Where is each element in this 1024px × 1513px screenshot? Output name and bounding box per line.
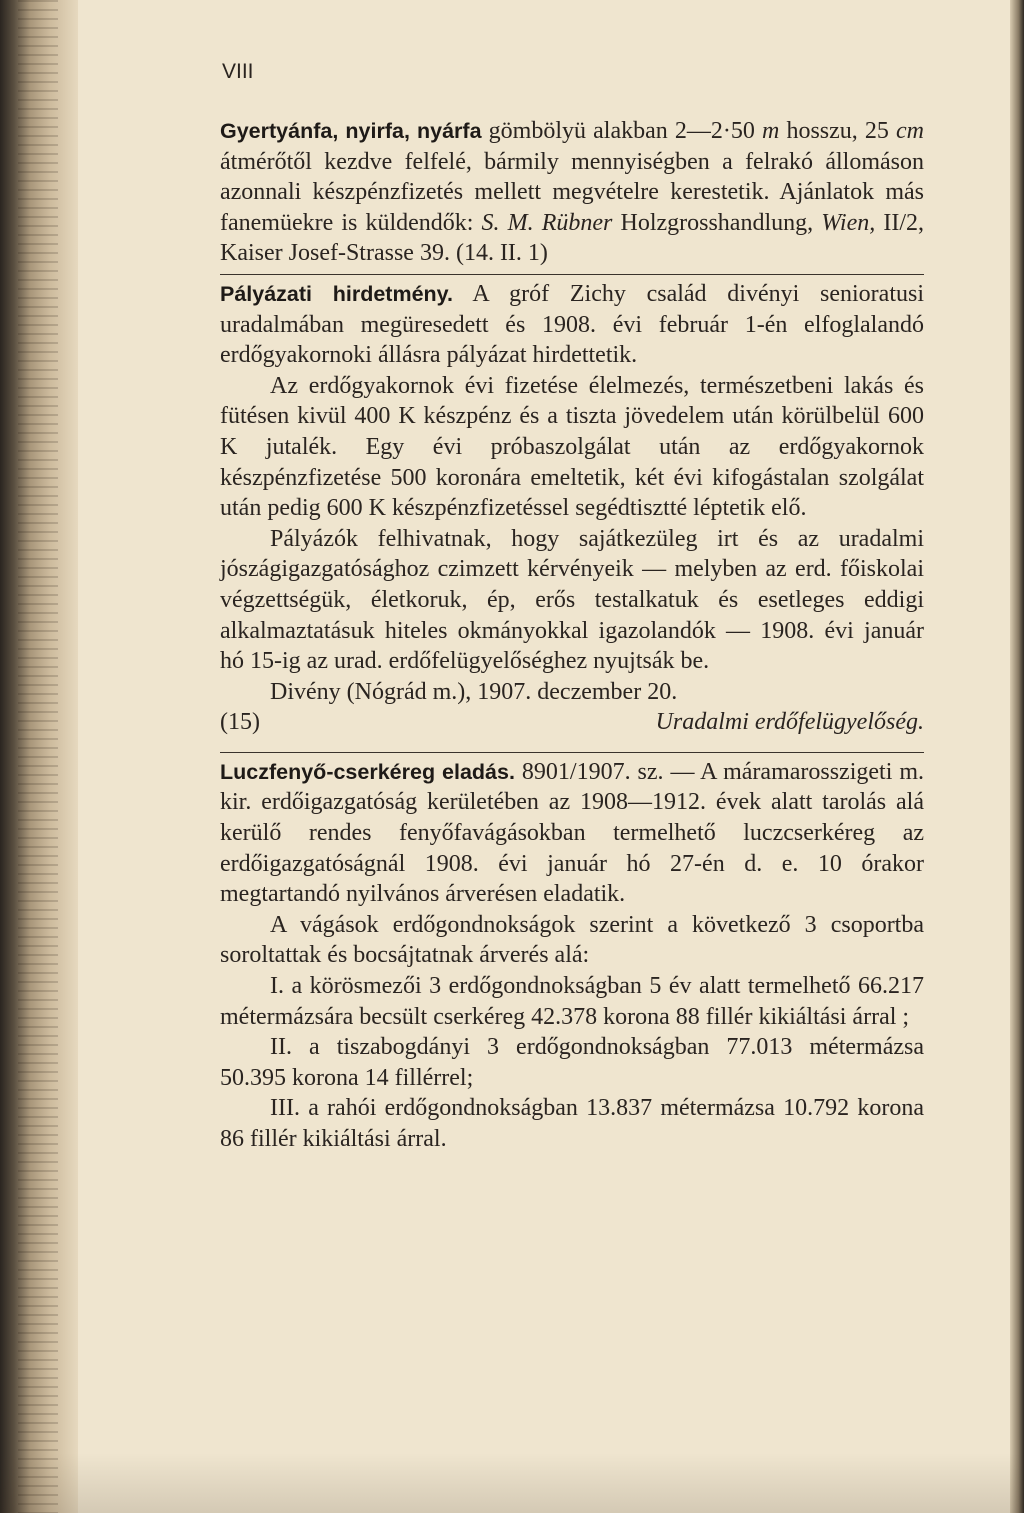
ad-heading: Gyertyánfa, nyirfa, nyárfa: [220, 119, 482, 143]
page-number: VIII: [222, 60, 254, 83]
list-item: III. a rahói erdőgondnokságban 13.837 métermázsa 10.792 korona 86 fillér kikiáltási árral.: [220, 1095, 924, 1152]
paragraph: A vágások erdőgondnokságok szerint a következő 3 csoportba soroltattak és bocsájtatnak árverés alá:: [220, 911, 924, 969]
ad-heading: Pályázati hirdetmény.: [220, 281, 453, 306]
dateline: Divény (Nógrád m.), 1907. deczember 20.: [270, 678, 678, 705]
ad-gyertyanfa: Gyertyánfa, nyirfa, nyárfa gömbölyü alakban 2—2·50 m hosszu, 25 cm átmérőtől kezdve felfelé, bármily mennyiségben a felrakó állomáson azonnali készpénzfizetés mellett megvételre kerestetik. Ajánlatok más fanemüekre is küldendők: S. M. Rübner Holzgrosshandlung, Wien, II/2, Kaiser Josef-Strasse 39. (14. II. 1): [220, 118, 924, 267]
binding-texture: [18, 0, 58, 1513]
separator-rule: [220, 752, 924, 753]
paragraph: Pályázók felhivatnak, hogy sajátkezüleg irt és az uradalmi jószágigazgatósághoz czimzett kérvényeik — melyben az erd. főiskolai végzettségük, életkoruk, ép, erős testalkatuk és esetleges eddigi alkalmaztatásuk hiteles okmányokkal igazolandók — 1908. évi január hó 15-ig az urad. erdőfelügyelőséghez nyujtsák be.: [220, 525, 924, 675]
list-item: II. a tiszabogdányi 3 erdőgondnokságban 77.013 métermázsa 50.395 korona 14 fillérrel;: [220, 1034, 924, 1091]
reference-number: (15): [220, 709, 260, 736]
ad-palyazati: Pályázati hirdetmény. A gróf Zichy család divényi senioratusi uradalmában megüresedett és 1908. évi február 1-én elfoglalandó erdőgyakornoki állásra pályázat hirdettetik.: [220, 280, 924, 369]
signature: Uradalmi erdőfelügyelőség.: [655, 709, 924, 736]
company-name: S. M. Rübner: [481, 209, 613, 236]
ad-luczfenyo: Luczfenyő-cserkéreg eladás. 8901/1907. sz. — A máramarosszigeti m. kir. erdőigazgatóság kerületében az 1908—1912. évek alatt tarolás alá kerülő rendes fenyőfavágásokban termelhető luczcserkéreg az erdőigazgatóságnál 1908. évi január hó 27-én d. e. 10 órakor megtartandó nyilvános árverésen eladatik.: [220, 758, 925, 908]
signature-line: [220, 707, 924, 738]
page-right-edge: [1010, 0, 1024, 1513]
separator-rule: [220, 274, 924, 275]
list-item: I. a körösmezői 3 erdőgondnokságban 5 év alatt termelhető 66.217 métermázsára becsült cserkéreg 42.378 korona 88 fillér kikiáltási árral ;: [220, 973, 924, 1030]
ad-heading: Luczfenyő-cserkéreg eladás.: [220, 759, 515, 784]
page-text: [220, 116, 924, 1155]
page-bottom-shade: [0, 1453, 1024, 1513]
paragraph: Az erdőgyakornok évi fizetése élelmezés, természetbeni lakás és fütésen kivül 400 K készpénz és a tiszta jövedelem után körülbelül 600 K jutalék. Egy évi próbaszolgálat után az erdőgyakornok készpénzfizetése 500 koronára emeltetik, két évi kifogástalan szolgálat után pedig 600 K készpénzfizetéssel segédtisztté léptetik elő.: [220, 372, 924, 522]
